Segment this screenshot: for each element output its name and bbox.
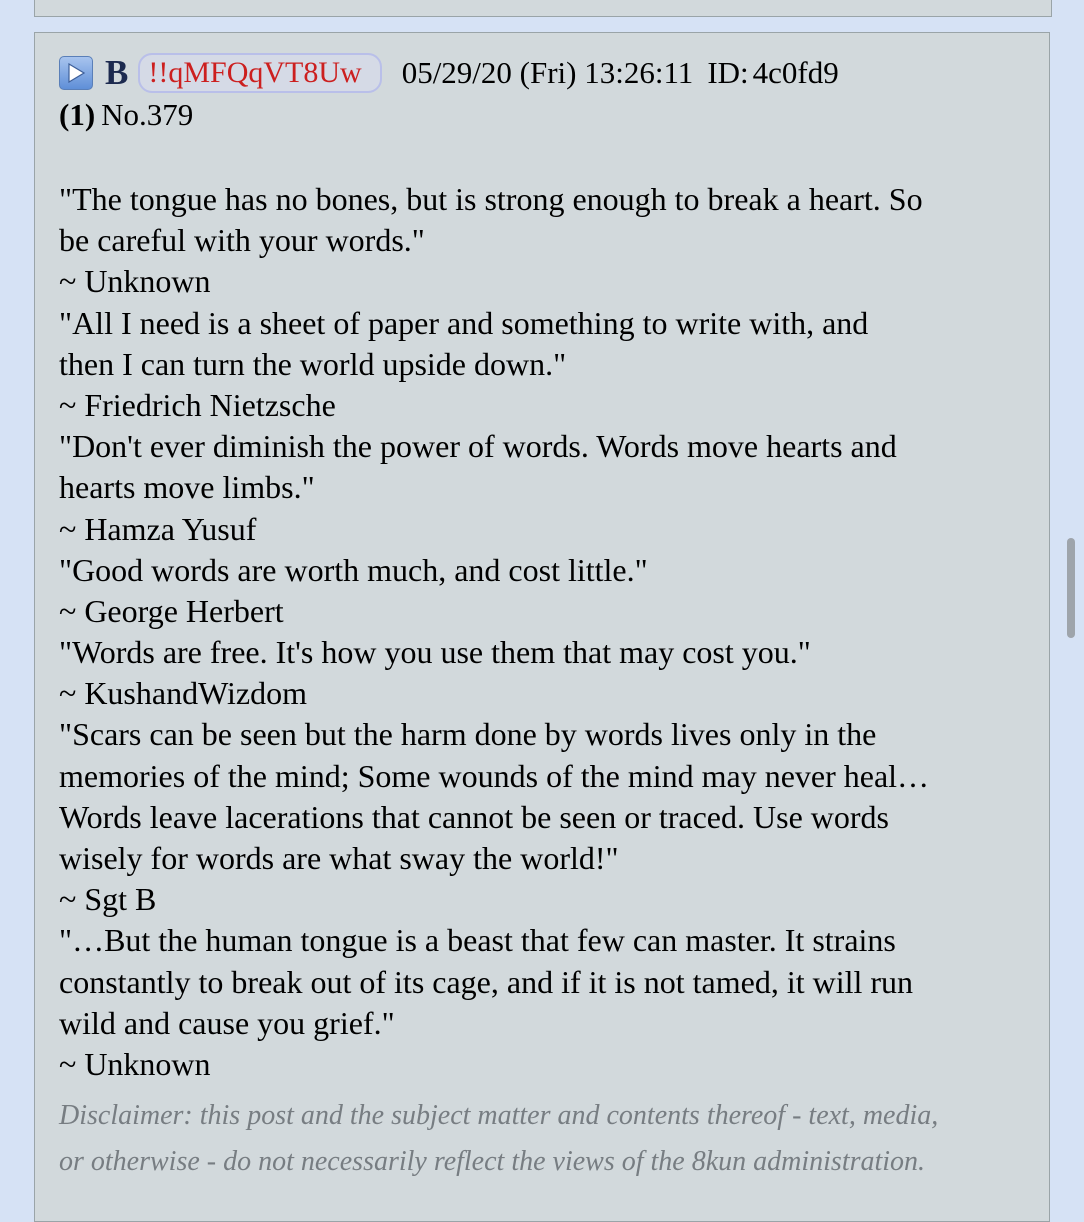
post-body-line: "…But the human tongue is a beast that few can master. It strains	[59, 922, 896, 959]
post-body-line: "Words are free. It's how you use them that may cost you."	[59, 634, 811, 671]
post-body-line: memories of the mind; Some wounds of the mind may never heal…	[59, 757, 930, 794]
previous-post-edge	[34, 0, 1052, 17]
post-body-line: ~ Unknown	[59, 1045, 211, 1082]
post-body-line: ~ KushandWizdom	[59, 675, 307, 712]
disclaimer-line: or otherwise - do not necessarily reflect the views of the 8kun administration.	[59, 1146, 926, 1178]
post-body-line: ~ George Herbert	[59, 592, 284, 629]
post-body	[59, 179, 1039, 1085]
post-body-line: wisely for words are what sway the world!"	[59, 840, 619, 876]
post-body-line: constantly to break out of its cage, and if it is not tamed, it will run	[59, 963, 914, 1000]
post-body-line: Words leave lacerations that cannot be seen or traced. Use words	[59, 798, 889, 835]
post-body-line: "Good words are worth much, and cost little."	[59, 551, 648, 588]
disclaimer	[59, 1093, 1019, 1185]
poster-id[interactable]	[707, 55, 838, 91]
post-body-line: "Scars can be seen but the harm done by words lives only in the	[59, 716, 877, 753]
poster-id-label: ID:	[707, 55, 749, 90]
post-body-line: ~ Unknown	[59, 263, 211, 300]
disclaimer-line: Disclaimer: this post and the subject matter and contents thereof - text, media,	[59, 1100, 939, 1132]
post-body-line: "Don't ever diminish the power of words. Words move hearts and	[59, 428, 897, 465]
post-body-line: hearts move limbs."	[59, 469, 315, 506]
poster-id-value: 4c0fd9	[752, 55, 839, 90]
poster-name: B	[105, 53, 129, 92]
scrollbar-thumb[interactable]	[1067, 538, 1075, 638]
post-container	[34, 32, 1050, 1222]
post-meta	[59, 97, 1049, 133]
post-number-link[interactable]: No.379	[101, 97, 194, 132]
post-body-line: "The tongue has no bones, but is strong enough to break a heart. So	[59, 181, 923, 217]
post-datetime: 05/29/20 (Fri) 13:26:11	[401, 55, 694, 90]
post-body-line: be careful with your words."	[59, 222, 425, 259]
post-body-line: wild and cause you grief."	[59, 1004, 395, 1041]
post-body-line: "All I need is a sheet of paper and something to write with, and	[59, 304, 869, 341]
post-body-line: then I can turn the world upside down."	[59, 345, 567, 382]
play-icon[interactable]	[59, 56, 93, 90]
poster-tripcode: !!qMFQqVT8Uw	[138, 53, 381, 93]
post-body-line: ~ Friedrich Nietzsche	[59, 386, 336, 423]
reply-count[interactable]: (1)	[59, 97, 96, 132]
post-header	[59, 51, 1049, 95]
post-body-line: ~ Sgt B	[59, 881, 157, 918]
post-body-line: ~ Hamza Yusuf	[59, 510, 257, 547]
